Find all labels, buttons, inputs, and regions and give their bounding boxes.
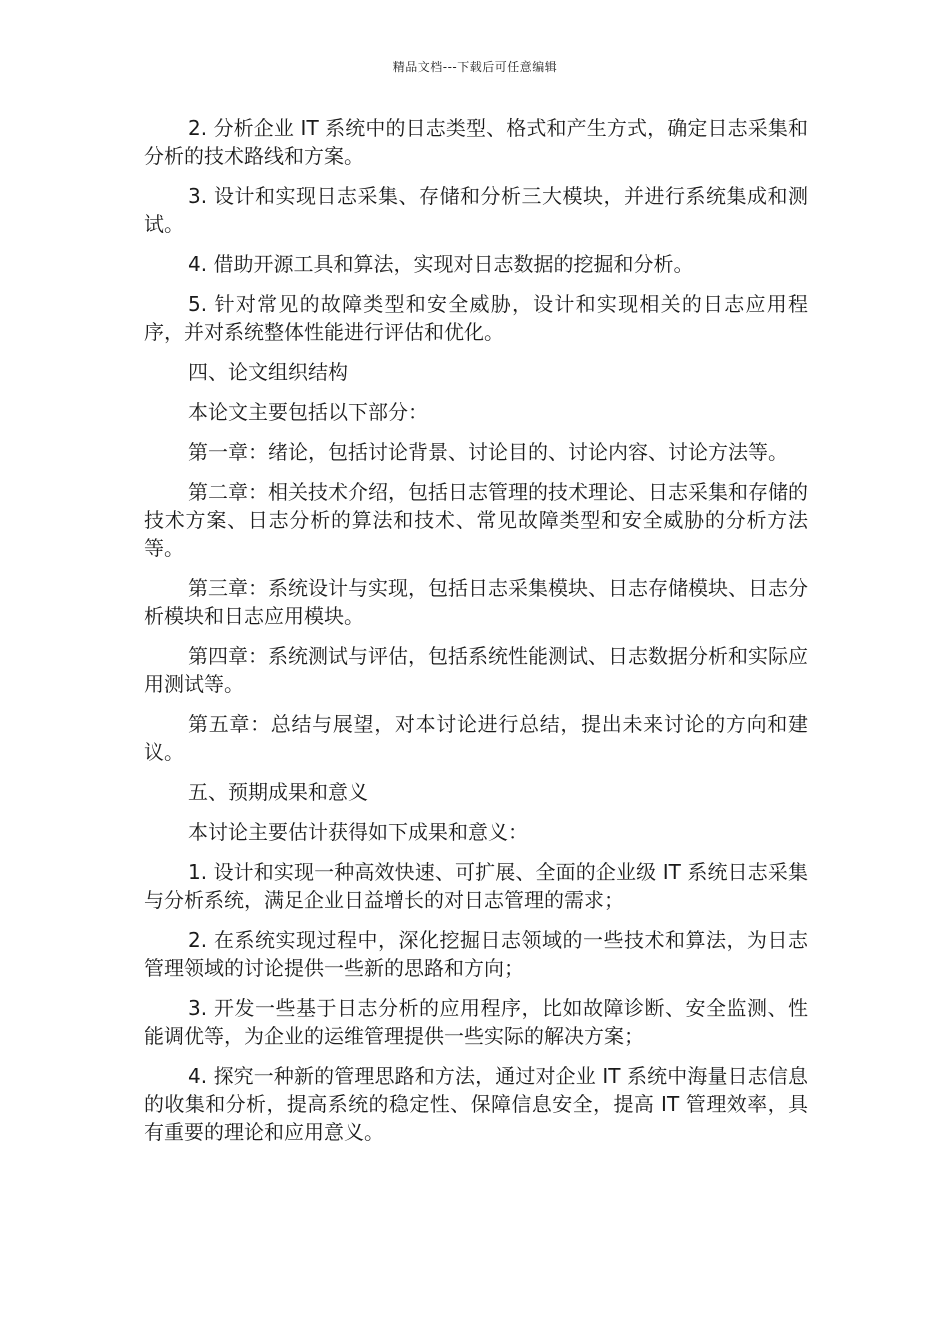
paragraph-chapter-3: 第三章：系统设计与实现，包括日志采集模块、日志存储模块、日志分析模块和日志应用模块。 [144,576,808,628]
page-header: 精品文档---下载后可任意编辑 [392,60,558,74]
paragraph-outcome-2: 2. 在系统实现过程中，深化挖掘日志领域的一些技术和算法，为日志管理领域的讨论提供一些新的思路和方向； [144,928,808,980]
paragraph-outcome-3: 3. 开发一些基于日志分析的应用程序，比如故障诊断、安全监测、性能调优等，为企业的运维管理提供一些实际的解决方案； [144,996,808,1048]
paragraph-goal-4: 4. 借助开源工具和算法，实现对日志数据的挖掘和分析。 [188,252,694,276]
section-heading-outcomes: 五、预期成果和意义 [188,780,368,804]
paragraph-goal-2: 2. 分析企业 IT 系统中的日志类型、格式和产生方式，确定日志采集和分析的技术路线和方案。 [144,116,808,168]
paragraph-goal-3: 3. 设计和实现日志采集、存储和分析三大模块，并进行系统集成和测试。 [144,184,808,236]
paragraph-outcome-1: 1. 设计和实现一种高效快速、可扩展、全面的企业级 IT 系统日志采集与分析系统，满足企业日益增长的对日志管理的需求； [144,860,808,912]
paragraph-chapter-5: 第五章：总结与展望，对本讨论进行总结，提出未来讨论的方向和建议。 [144,712,808,764]
paragraph-outcomes-intro: 本讨论主要估计获得如下成果和意义： [188,820,528,844]
paragraph-chapter-1: 第一章：绪论，包括讨论背景、讨论目的、讨论内容、讨论方法等。 [188,440,788,464]
section-heading-structure: 四、论文组织结构 [188,360,348,384]
paragraph-goal-5: 5. 针对常见的故障类型和安全威胁，设计和实现相关的日志应用程序，并对系统整体性能进行评估和优化。 [144,292,808,344]
paragraph-outcome-4: 4. 探究一种新的管理思路和方法，通过对企业 IT 系统中海量日志信息的收集和分析，提高系统的稳定性、保障信息安全，提高 IT 管理效率，具有重要的理论和应用意义。 [144,1064,808,1144]
document-body [144,114,808,1158]
paragraph-structure-intro: 本论文主要包括以下部分： [188,400,428,424]
paragraph-chapter-2: 第二章：相关技术介绍，包括日志管理的技术理论、日志采集和存储的技术方案、日志分析的算法和技术、常见故障类型和安全威胁的分析方法等。 [144,480,808,560]
paragraph-chapter-4: 第四章：系统测试与评估，包括系统性能测试、日志数据分析和实际应用测试等。 [144,644,808,696]
